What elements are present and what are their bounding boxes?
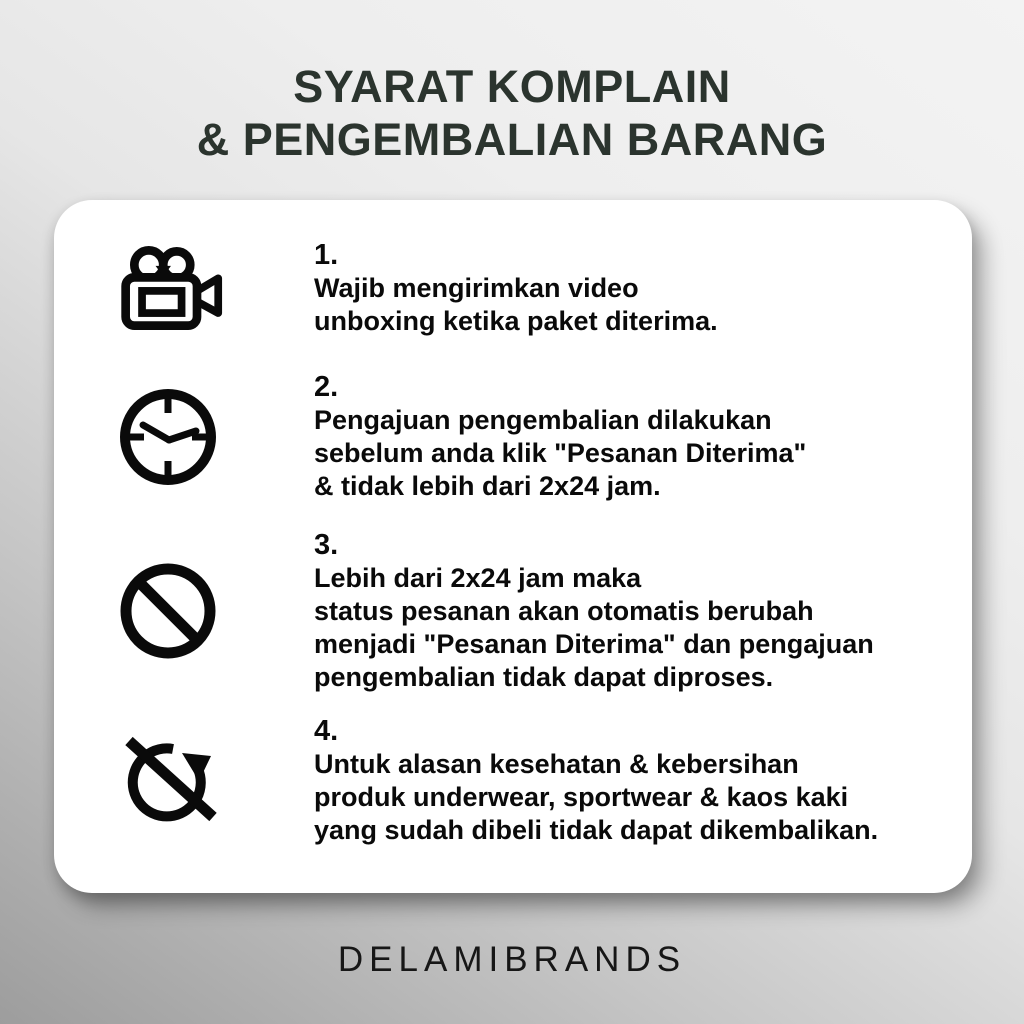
page-title-line1: SYARAT KOMPLAIN <box>293 61 731 112</box>
item-number: 4. <box>314 715 339 747</box>
item-text-line: menjadi "Pesanan Diterima" dan pengajuan <box>314 629 874 659</box>
requirement-text-2 <box>314 370 972 503</box>
item-number: 1. <box>314 239 339 271</box>
requirement-text-1 <box>314 238 972 338</box>
no-return-icon <box>54 726 314 836</box>
item-text-line: & tidak lebih dari 2x24 jam. <box>314 471 661 501</box>
item-text-line: Untuk alasan kesehatan & kebersihan <box>314 749 799 779</box>
requirement-item-3 <box>54 528 972 694</box>
clock-icon <box>54 385 314 489</box>
item-text-line: Lebih dari 2x24 jam maka <box>314 563 642 593</box>
item-text-line: produk underwear, sportwear & kaos kaki <box>314 782 849 812</box>
item-text-line: sebelum anda klik "Pesanan Diterima" <box>314 438 807 468</box>
requirement-item-4 <box>54 714 972 847</box>
item-number: 3. <box>314 529 339 561</box>
requirement-text-3 <box>314 528 972 694</box>
requirement-item-1 <box>54 238 972 338</box>
page-title-line2: & PENGEMBALIAN BARANG <box>196 114 828 165</box>
requirements-card <box>54 200 972 893</box>
video-camera-icon <box>54 242 314 334</box>
item-text-line: Pengajuan pengembalian dilakukan <box>314 405 772 435</box>
item-text-line: status pesanan akan otomatis berubah <box>314 596 814 626</box>
page-title <box>0 60 1024 166</box>
item-text-line: pengembalian tidak dapat diproses. <box>314 662 774 692</box>
item-number: 2. <box>314 371 339 403</box>
item-text-line: yang sudah dibeli tidak dapat dikembalikan. <box>314 815 879 845</box>
prohibited-icon <box>54 559 314 663</box>
brand-logo: DELAMIBRANDS <box>337 940 687 979</box>
requirement-item-2 <box>54 370 972 503</box>
requirement-text-4 <box>314 714 972 847</box>
item-text-line: Wajib mengirimkan video <box>314 273 639 303</box>
item-text-line: unboxing ketika paket diterima. <box>314 306 718 336</box>
